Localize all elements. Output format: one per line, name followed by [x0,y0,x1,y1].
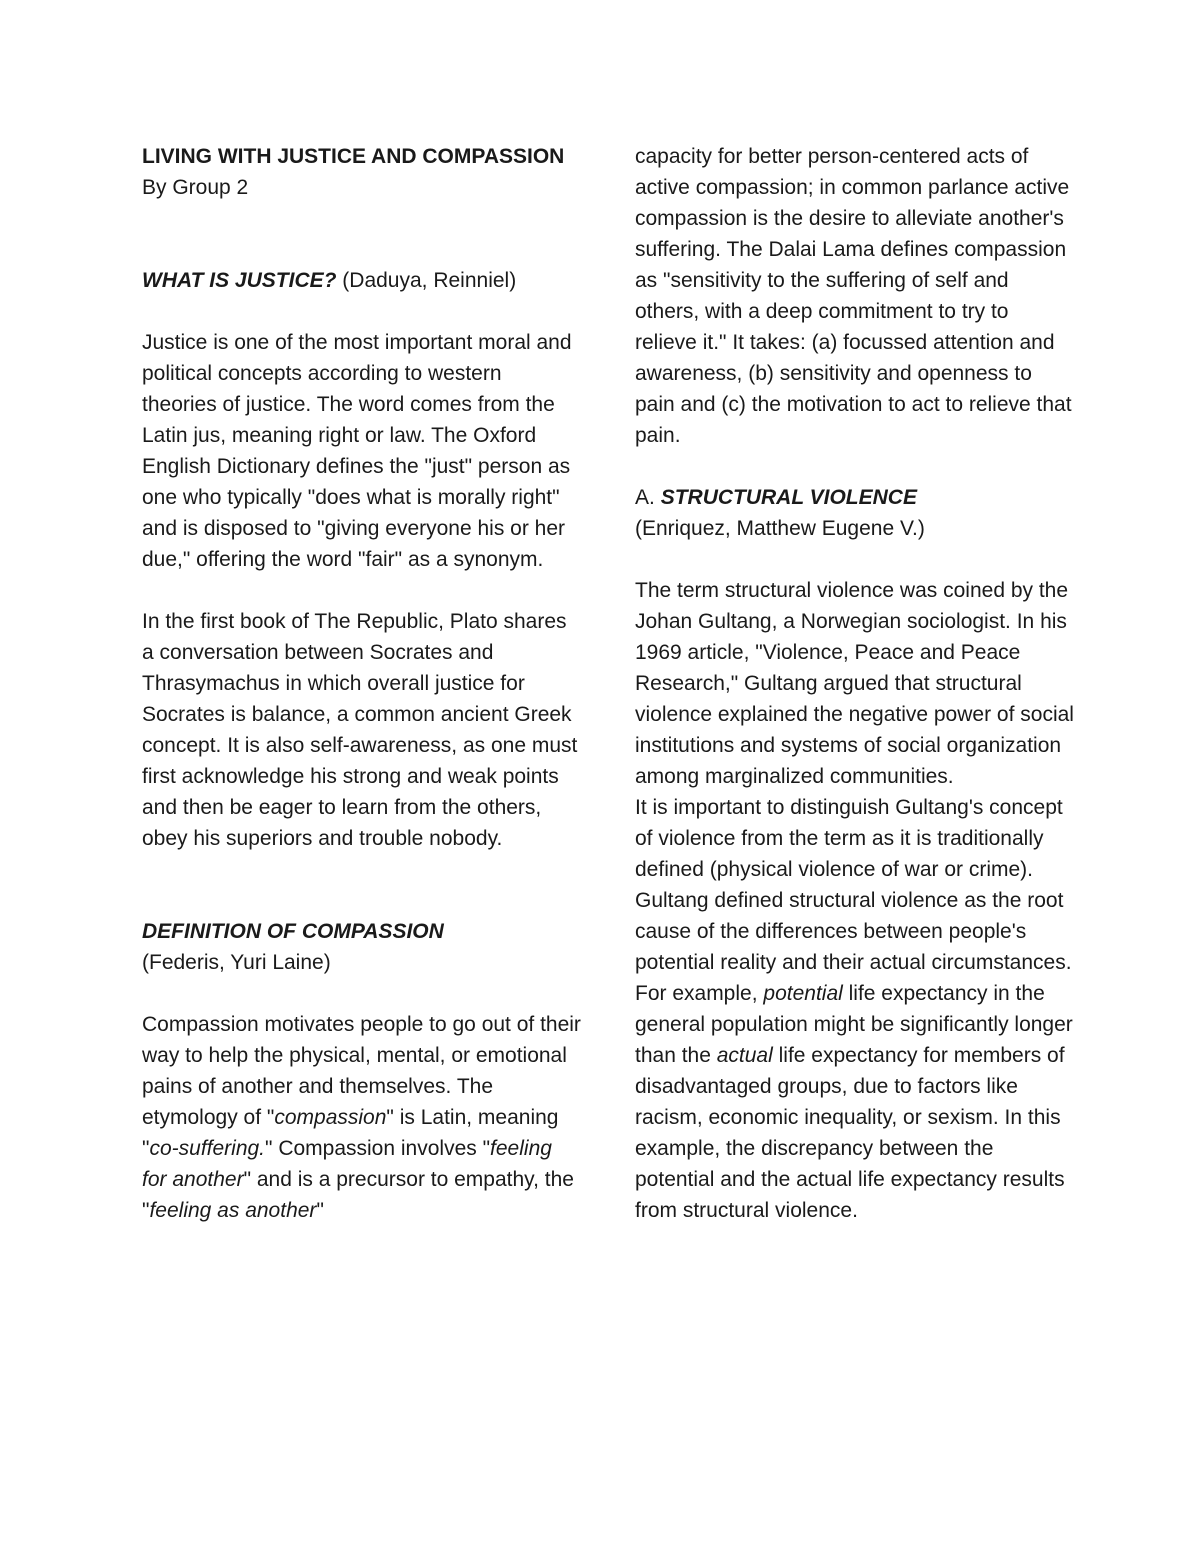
right-column [635,141,1075,1226]
structural-prefix: A. [635,486,661,509]
structural-paragraph-2 [635,792,1075,1226]
compassion-text-c: " is Latin, meaning " [142,1106,559,1160]
justice-paragraph-2: In the first book of The Republic, Plato shares a conversation between Socrates and Thrasymachus in which overall justice for Socrates is balance, a common ancient Greek concept. It is also self-awareness, as one must first acknowledge his strong and weak points and then be eager to learn from the others, obey his superiors and trouble nobody. [142,610,578,850]
compassion-text-f: feeling for another [142,1137,552,1191]
justice-heading: WHAT IS JUSTICE? [142,269,337,292]
byline: By Group 2 [142,176,249,199]
compassion-authors: (Federis, Yuri Laine) [142,951,331,974]
compassion-paragraph [142,1009,582,1226]
compassion-text-g: " and is a precursor to empathy, the " [142,1168,574,1222]
compassion-text-e: " Compassion involves " [265,1137,491,1160]
justice-authors: (Daduya, Reinniel) [336,269,517,292]
structural-authors: (Enriquez, Matthew Eugene V.) [635,517,925,540]
structural-heading: STRUCTURAL VIOLENCE [660,486,917,509]
structural-text-e: life expectancy for members of disadvantaged groups, due to factors like racism, economic inequality, or sexism. In this example, the discrepancy between the potential and the actual life expectancy results from structural violence. [635,1044,1065,1222]
document-title: LIVING WITH JUSTICE AND COMPASSION [142,145,565,168]
structural-text-d: actual [716,1044,773,1067]
compassion-continued: capacity for better person-centered acts of active compassion; in common parlance active compassion is the desire to alleviate another's suffering. The Dalai Lama defines compassion as "sensitivity to the suffering of self and others, with a deep commitment to try to relieve it." It takes: (a) focussed attention and awareness, (b) sensitivity and openness to pain and (c) the motivation to act to relieve that pain. [635,145,1072,447]
compassion-text-h: feeling as another [149,1199,317,1222]
justice-paragraph-1: Justice is one of the most important moral and political concepts according to western theories of justice. The word comes from the Latin jus, meaning right or law. The Oxford English Dictionary defines the "just" person as one who typically "does what is morally right" and is disposed to "giving everyone his or her due," offering the word "fair" as a synonym. [142,331,572,571]
compassion-text-a: Compassion motivates people to go out of their way to help the physical, mental, or emotional pains of another and themselves. The etymology of " [142,1013,581,1129]
compassion-heading: DEFINITION OF COMPASSION [142,920,444,943]
compassion-text-d: co-suffering. [149,1137,266,1160]
structural-text-b: potential [763,982,843,1005]
justice-heading-line [142,265,582,296]
structural-heading-line [635,482,1075,513]
structural-text-c: life expectancy in the general population might be significantly longer than the [635,982,1073,1067]
compassion-text-i: " [316,1199,324,1222]
structural-text-a: It is important to distinguish Gultang's concept of violence from the term as it is traditionally defined (physical violence of war or crime). Gultang defined structural violence as the root cause of the differences between people's potential reality and their actual circumstances. For example, [635,796,1072,1005]
left-column [142,141,582,1226]
structural-paragraph-1: The term structural violence was coined by the Johan Gultang, a Norwegian sociologist. In his 1969 article, "Violence, Peace and Peace Research," Gultang argued that structural violence explained the negative power of social institutions and systems of social organization among marginalized communities. [635,579,1074,788]
compassion-text-b: compassion [274,1106,387,1129]
